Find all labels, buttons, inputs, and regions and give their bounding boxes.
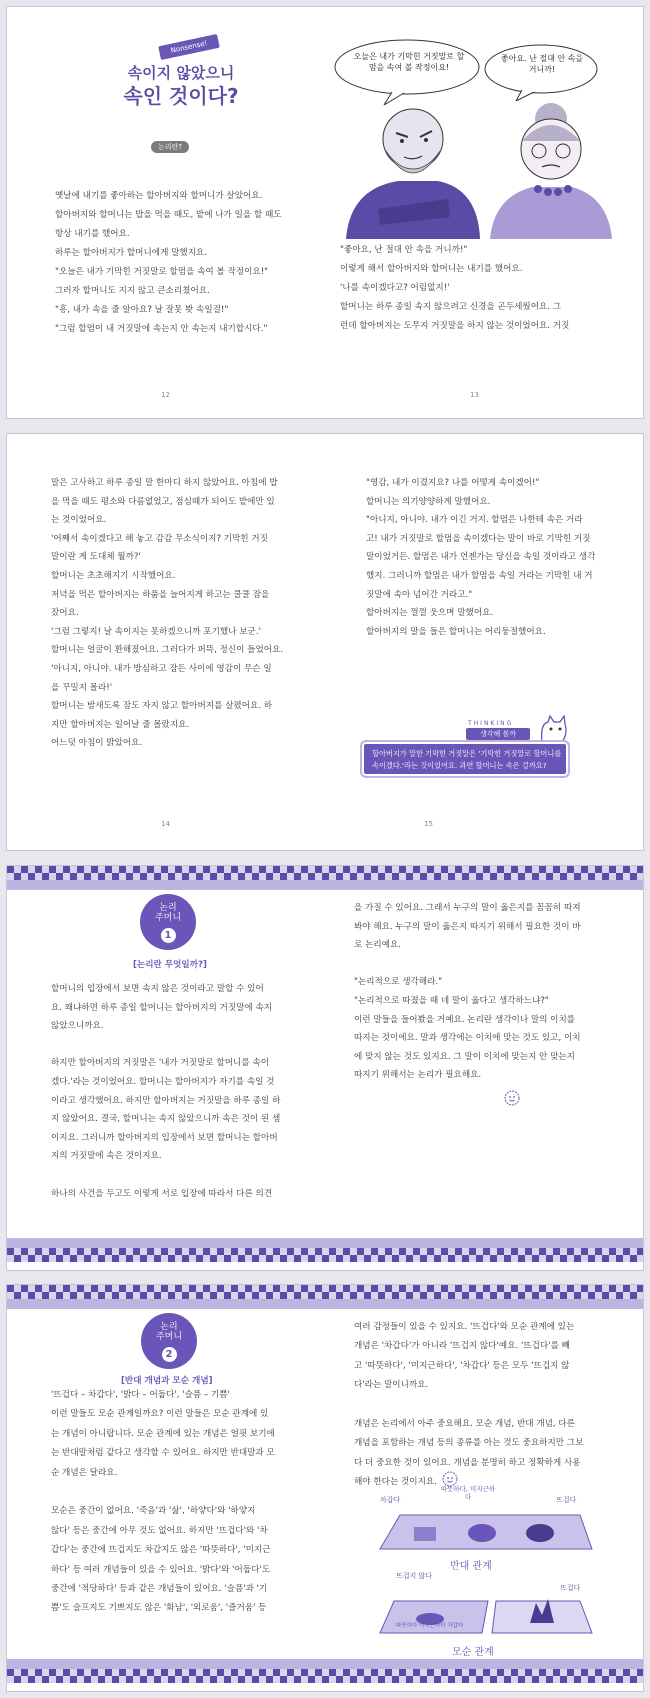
text-line: 따지는 것이에요. 말과 생각에는 이치에 맞는 것도 있고, 이치	[354, 1033, 581, 1044]
page-12	[7, 7, 325, 418]
text-line: '뜨겁다 – 차갑다', '밝다 – 어둡다', '슬픔 – 기쁨'	[51, 1390, 230, 1400]
text-line: 할아버지는 껄껄 웃으며 말했어요.	[366, 608, 494, 619]
text-line: 이라고 생각했어요. 하지만 할아버지는 거짓말을 하루 종일 하	[51, 1095, 281, 1106]
text-line: 지만 할아버지는 일어날 줄 몰랐지요.	[51, 719, 190, 730]
title-line-1: 속이지 않았으니	[127, 64, 235, 82]
text-line: 중간에 '적당하다' 등과 같은 개념들이 있어요. '슬픔'과 '기	[51, 1584, 268, 1594]
spread-logic-pocket-2	[6, 1284, 644, 1692]
text-line: 이렇게 해서 할아버지와 할머니는 내기를 했어요.	[340, 264, 523, 274]
text-line: 는 것이었어요.	[51, 515, 107, 526]
band-bottom	[7, 1659, 643, 1669]
text-line: '그럼 그렇지! 날 속이지는 못하겠으니까 포기했나 보군.'	[51, 626, 261, 637]
text-line: 개념을 포함하는 개념 등의 종류를 아는 것도 중요하지만 그보	[354, 1438, 584, 1449]
contradictory-label-not-hot: 뜨겁지 않다	[396, 1572, 433, 1580]
text-line: 짓말에 속아 넘어간 거라고."	[366, 589, 473, 600]
text-line: 할머니의 입장에서 보면 속지 않은 것이라고 말할 수 있어	[51, 984, 264, 994]
text-line: 할머니는 의기양양하게 말했어요.	[366, 496, 491, 507]
concept-diagram	[370, 1485, 600, 1661]
text-line: 옛날에 내기를 좋아하는 할아버지와 할머니가 살았어요.	[55, 191, 263, 201]
text-line: 을 가질 수 있어요. 그래서 누구의 말이 옳은지를 꼼꼼히 따져	[354, 903, 581, 913]
text-line: 이지요. 그러니까 할아버지의 입장에서 보면 할머니는 할아버	[51, 1132, 278, 1143]
contradictory-relation-board	[370, 1589, 600, 1637]
text-line: '아니지, 아니야. 내가 방심하고 잠든 사이에 영감이 무슨 일	[51, 664, 272, 674]
question-pill-text: 논리란?	[157, 143, 182, 151]
page-14	[7, 434, 325, 850]
bubble-left-text: 오늘은 내가 기막힌 거짓말로 할멈을 속여 볼 작정이요!	[353, 52, 465, 72]
nonsense-tag	[158, 34, 220, 60]
section-title: [반대 개념과 모순 개념]	[121, 1376, 213, 1386]
page-number-14: 14	[161, 820, 170, 828]
section-title: [논리란 무엇일까?]	[133, 960, 207, 970]
page-15	[326, 434, 644, 850]
nonsense-tag-text: Nonsense!	[170, 39, 208, 55]
text-line: 할머니는 얼굴이 환해졌어요. 그러다가 퍼뜩, 정신이 들었어요.	[51, 645, 284, 656]
logic-pocket-badge	[140, 894, 196, 950]
text-line: 말이었거든. 할멈은 내가 언젠가는 당신을 속일 것이라고 생각	[366, 552, 596, 563]
text-line: 하지만 할아버지의 거짓말은 '내가 거짓말로 할머니를 속이	[51, 1058, 269, 1069]
text-line: 저녁을 먹은 할아버지는 하품을 늘어지게 하고는 쿨쿨 잠을	[51, 589, 270, 600]
text-line: "그럼 할멈이 내 거짓말에 속는지 안 속는지 내기합시다."	[55, 324, 268, 334]
text-line: "영감, 내가 이겼지요? 나를 어떻게 속이겠어!"	[366, 478, 540, 488]
badge-number: 1	[161, 928, 176, 943]
text-line: 쁨'도 슬프지도 기쁘지도 않은 '화남', '외로움', '즐거움' 등	[51, 1603, 267, 1614]
text-line: 말은 고사하고 하루 종일 말 한마디 하지 않았어요. 아침에 밥	[51, 478, 278, 488]
contrary-relation-board	[370, 1509, 600, 1553]
logic-pocket-2-right	[326, 1285, 644, 1691]
text-line: 을 꾸밀지 몰라!'	[51, 682, 113, 693]
badge-line-1: 논리	[160, 1322, 178, 1332]
text-line: 모순은 중간이 없어요. '죽음'과 '삶', '하얗다'와 '하얗지	[51, 1506, 256, 1517]
contradictory-label-hot: 뜨겁다	[560, 1584, 581, 1592]
text-line: 해야 한다는 것이지요.	[354, 1477, 437, 1488]
badge-number: 2	[162, 1347, 177, 1362]
text-line: "논리적으로 따졌을 때 네 말이 옳다고 생각하느냐?"	[354, 996, 549, 1006]
text-line: 않다' 등은 중간에 아무 것도 없어요. 하지만 '뜨겁다'와 '차	[51, 1525, 268, 1536]
text-line: 속이겠다.'라는 것이었어요. 과연 할머니는 속은 걸까요?	[372, 761, 547, 770]
text-line: 순 개념은 달라요.	[51, 1467, 118, 1478]
cat-icon	[536, 714, 570, 744]
text-line: 고 '따뜻하다', '미지근하다', '차갑다' 등은 모두 '뜨겁지 않	[354, 1360, 570, 1371]
text-line: "좋아요, 난 절대 안 속을 거니까!"	[340, 245, 468, 255]
text-line: 하루는 할아버지가 할머니에게 말했지요.	[55, 248, 208, 258]
text-line: 할아버지와 할머니는 밥을 먹을 때도, 밭에 나가 일을 할 때도	[55, 210, 282, 220]
text-line: 겠다.'라는 것이었어요. 할머니는 할아버지가 자기를 속일 것	[51, 1077, 275, 1087]
bubble-right-text: 좋아요. 난 절대 안 속을 거니까!	[500, 54, 584, 74]
smile-face-icon	[504, 1090, 520, 1106]
story-title	[101, 63, 261, 109]
checker-border-bottom	[7, 1669, 643, 1683]
text-line: 지의 거짓말에 속은 것이지요.	[51, 1151, 162, 1162]
text-line: 로 논리예요.	[354, 940, 401, 951]
text-line: 했지. 그러니까 할멈은 내가 할멈을 속일 거라는 기막힌 내 거	[366, 571, 593, 581]
contradictory-caption: 모순 관계	[452, 1647, 494, 1658]
contrary-label-hot: 뜨겁다	[556, 1496, 577, 1504]
text-line: 개념은 논리에서 아주 중요해요. 모순 개념, 반대 개념, 다른	[354, 1419, 575, 1429]
band-bottom	[7, 1238, 643, 1248]
spread-pages-14-15	[6, 433, 644, 851]
contrary-caption: 반대 관계	[450, 1561, 492, 1572]
text-line: 개념은 '차갑다'가 아니라 '뜨겁지 않다'예요. '뜨겁다'를 빼	[354, 1341, 570, 1352]
logic-pocket-2-left	[7, 1285, 325, 1691]
text-line: 따지기 위해서는 논리가 필요해요.	[354, 1070, 482, 1081]
text-line: 할머니는 밤새도록 잠도 자지 않고 할아버지를 살폈어요. 하	[51, 701, 273, 712]
text-line: 하나의 사건을 두고도 이렇게 서로 입장에 따라서 다른 의견	[51, 1188, 273, 1199]
text-line: 할아버지의 말을 들은 할머니는 어리둥절했어요.	[366, 626, 546, 637]
contrary-label-cold: 차갑다	[380, 1496, 401, 1504]
text-line: 하다' 등 여러 개념들이 있을 수 있어요. '밝다'와 '어둡다'도	[51, 1564, 271, 1575]
text-line: 다'라는 말이니까요.	[354, 1380, 429, 1391]
text-line: 항상 내기를 했어요.	[55, 229, 130, 239]
page-number-15: 15	[424, 820, 433, 828]
text-line: 이런 말들을 들어봤을 거예요. 논리란 생각이나 말의 이치를	[354, 1014, 576, 1025]
text-line: '나를 속이겠다고? 어림없지!'	[340, 283, 450, 293]
text-line: "흥, 내가 속을 줄 알아요? 날 잘못 봣 속일걸!"	[55, 305, 229, 315]
text-line: 이런 말들도 모순 관계일까요? 이런 말들은 모순 관계에 있	[51, 1409, 269, 1420]
logic-pocket-1-left	[7, 866, 325, 1270]
page-13	[326, 7, 644, 418]
text-line: 는 반대말처럼 같다고 생각할 수 있어요. 하지만 반대말과 모	[51, 1448, 275, 1459]
thinking-label-text: 생각해 볼까	[479, 730, 517, 738]
text-line: 갑다'는 중간에 뜨겁지도 차갑지도 않은 '따뜻하다', '미지근	[51, 1545, 271, 1556]
page-number-12: 12	[161, 391, 170, 399]
badge-line-2: 주머니	[154, 913, 182, 923]
text-line: 는 개념이 아니랍니다. 모순 관계에 있는 개념은 얼핏 보기에	[51, 1428, 275, 1439]
spread-logic-pocket-1	[6, 865, 644, 1271]
text-line: 잤어요.	[51, 608, 79, 619]
grandfather-illustration	[338, 99, 488, 239]
text-line: "아니지, 아니야. 내가 이긴 거지. 할멈은 나한테 속은 거라	[366, 515, 583, 526]
text-line: "논리적으로 생각해라."	[354, 977, 443, 988]
thinking-tag: THINKING	[468, 720, 514, 727]
text-line: 요. 왜냐하면 하루 종일 할머니는 할아버지의 거짓말에 속지	[51, 1002, 273, 1013]
text-line: 고! 내가 거짓말로 할멈을 속이겠다는 말이 바로 기막힌 거짓	[366, 533, 591, 544]
text-line: 에 맞지 않는 것도 있지요. 그 말이 이치에 맞는지 안 맞는지	[354, 1051, 575, 1062]
text-line: 않았으니까요.	[51, 1021, 104, 1032]
contrary-label-warm: 따뜻하다, 미지근하다	[440, 1485, 496, 1501]
logic-pocket-badge	[141, 1313, 197, 1369]
text-line: 할머니는 하루 종일 속지 않으려고 신경을 곤두세웠어요. 그	[340, 302, 562, 312]
contradictory-label-others: 따뜻하다 미지근하다 차갑다	[396, 1623, 464, 1629]
page-number-13: 13	[470, 391, 479, 399]
thinking-label	[466, 728, 530, 740]
text-line: 그러자 할머니도 지지 않고 큰소리쳤어요.	[55, 286, 210, 296]
text-line: '어째서 속이겠다고 해 놓고 감감 무소식이지? 기막힌 거짓	[51, 533, 268, 544]
badge-line-1: 논리	[159, 903, 177, 913]
text-line: 지 않았어요. 결국, 할머니는 속지 않았으니까 속은 것이 된 셈	[51, 1114, 281, 1125]
text-line: 을 먹을 때도 평소와 다름없었고, 점심때가 되어도 밭에만 있	[51, 496, 275, 507]
checker-border-bottom	[7, 1248, 643, 1262]
text-line: 런데 할아버지는 도무지 거짓말을 하지 않는 것이었어요. 거짓	[340, 321, 570, 331]
text-line: 봐야 해요. 누구의 말이 옳은지 따지기 위해서 필요한 것이 바	[354, 921, 581, 932]
text-line: "오늘은 내가 기막힌 거짓말로 할멈을 속여 볼 작정이요!"	[55, 267, 269, 277]
text-line: 할아버지가 말한 기막힌 거짓말은 '기막힌 거짓말로 할머니를	[372, 749, 562, 758]
badge-line-2: 주머니	[155, 1332, 183, 1342]
question-pill	[151, 141, 189, 153]
text-line: 다 더 중요한 것이 있어요. 개념을 분명히 하고 정확하게 사용	[354, 1457, 581, 1468]
text-line: 말이란 게 도대체 뭘까?'	[51, 552, 141, 563]
spread-pages-12-13	[6, 6, 644, 419]
text-line: 어느덧 아침이 밝았어요.	[51, 738, 143, 749]
thinking-box	[362, 742, 568, 776]
title-line-2: 속인 것이다?	[123, 84, 239, 108]
logic-pocket-1-right	[326, 866, 644, 1270]
text-line: 할머니는 초초해지기 시작했어요.	[51, 571, 176, 581]
text-line: 여러 감정들이 있을 수 있지요. '뜨겁다'와 모순 관계에 있는	[354, 1322, 575, 1332]
grandmother-illustration	[486, 101, 616, 239]
